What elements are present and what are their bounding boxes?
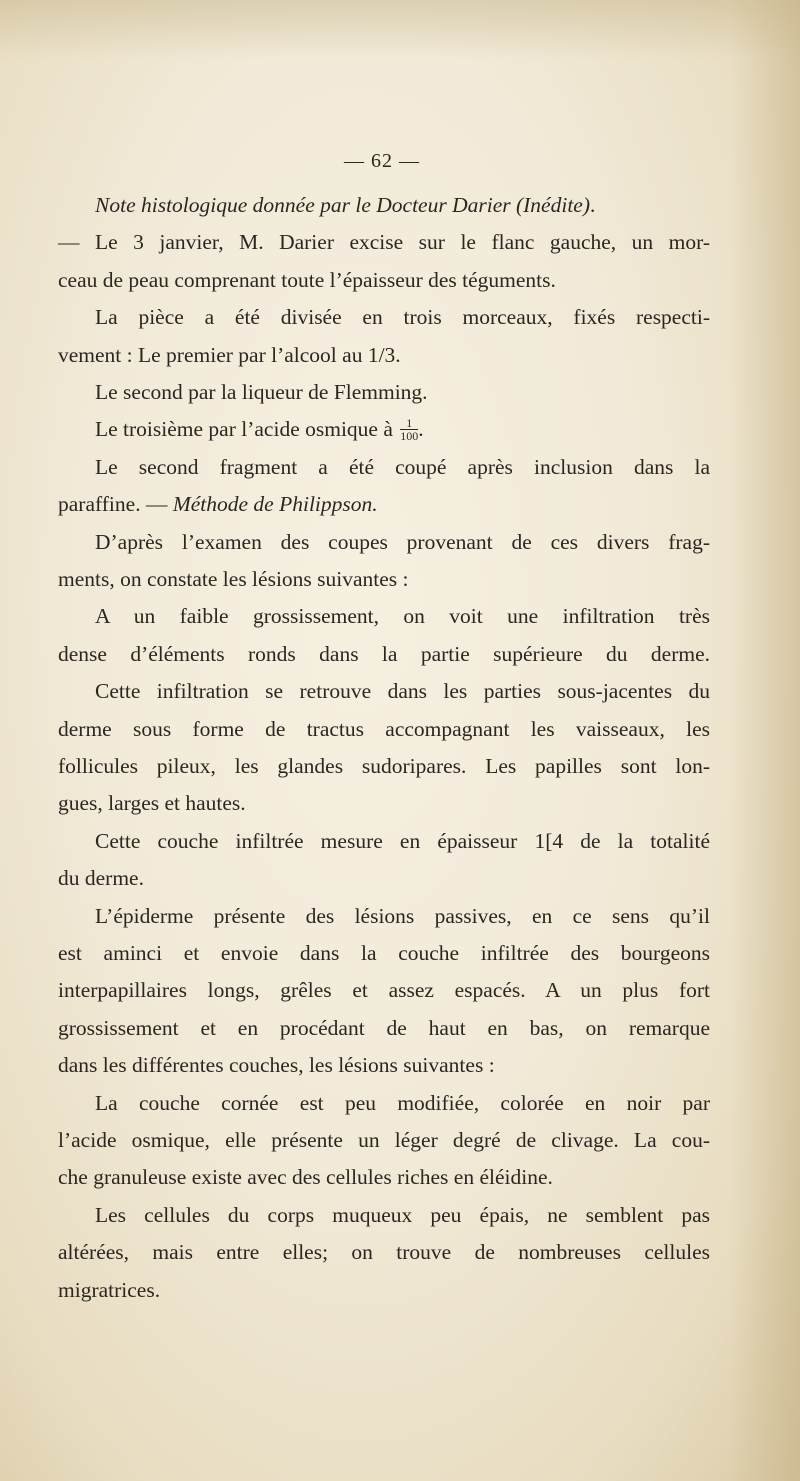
paragraph-line: L’épiderme présente des lésions passives, en ce sens qu’il [95, 904, 710, 928]
paragraph-line: La pièce a été divisée en trois morceaux, fixés respecti- [95, 305, 710, 329]
fraction-denominator: 100 [400, 428, 419, 443]
heading-title: Note histologique donnée par le Docteur Darier [95, 193, 511, 217]
paragraph-line: A un faible grossissement, on voit une infiltration très [95, 604, 710, 628]
fraction [400, 417, 418, 442]
fraction-numerator: 1 [400, 417, 418, 430]
method-name: Méthode de Philippson. [172, 492, 378, 516]
paragraph-line: Les cellules du corps muqueux peu épais, ne semblent pas [95, 1203, 710, 1227]
paragraph-line: Le troisième par l’acide osmique à [95, 417, 393, 441]
paragraph-line: ments, on constate les lésions suivantes : [58, 567, 409, 591]
paragraph-line: interpapillaires longs, grêles et assez espacés. A un plus fort [58, 978, 710, 1002]
paragraph-line: Le second fragment a été coupé après inclusion dans la [95, 455, 710, 479]
section-heading [95, 187, 595, 224]
heading-note: (Inédite) [515, 193, 590, 217]
page-number: — 62 — [344, 150, 420, 172]
paragraph-line: Cette infiltration se retrouve dans les parties sous-jacentes du [95, 679, 710, 703]
paragraph-line: La couche cornée est peu modifiée, colorée en noir par [95, 1091, 710, 1115]
fraction-end: . [418, 417, 424, 441]
heading-end: . [590, 193, 596, 217]
paragraph-line: dense d’éléments ronds dans la partie supérieure du derme. [58, 642, 710, 666]
paragraph-line: Cette couche infiltrée mesure en épaisseur 1[4 de la totalité [95, 829, 710, 853]
paragraph-line: follicules pileux, les glandes sudoripares. Les papilles sont lon- [58, 754, 710, 778]
paragraph-line: D’après l’examen des coupes provenant de ces divers frag- [95, 530, 710, 554]
paragraph-line: migratrices. [58, 1278, 161, 1302]
paragraph-line: du derme. [58, 866, 144, 890]
paragraph-line: derme sous forme de tractus accompagnant les vaisseaux, les [58, 717, 710, 741]
paragraph-line: gues, larges et hautes. [58, 791, 246, 815]
paragraph-line: — Le 3 janvier, M. Darier excise sur le flanc gauche, un mor- [58, 230, 710, 254]
paragraph-line: che granuleuse existe avec des cellules riches en éléidine. [58, 1165, 553, 1189]
paragraph-line: grossissement et en procédant de haut en bas, on remarque [58, 1016, 710, 1040]
paragraph-line-with-method [58, 486, 378, 523]
paragraph-line: Le second par la liqueur de Flemming. [95, 380, 428, 404]
paragraph-line-with-fraction [95, 411, 424, 448]
paragraph-line: dans les différentes couches, les lésions suivantes : [58, 1053, 495, 1077]
paragraph-line: altérées, mais entre elles; on trouve de nombreuses cellules [58, 1240, 710, 1264]
paragraph-line: l’acide osmique, elle présente un léger degré de clivage. La cou- [58, 1128, 710, 1152]
paragraph-line: paraffine. — [58, 492, 168, 516]
paragraph-line: ceau de peau comprenant toute l’épaisseur des téguments. [58, 268, 556, 292]
paragraph-line: est aminci et envoie dans la couche infiltrée des bourgeons [58, 941, 710, 965]
paragraph-line: vement : Le premier par l’alcool au 1/3. [58, 343, 401, 367]
